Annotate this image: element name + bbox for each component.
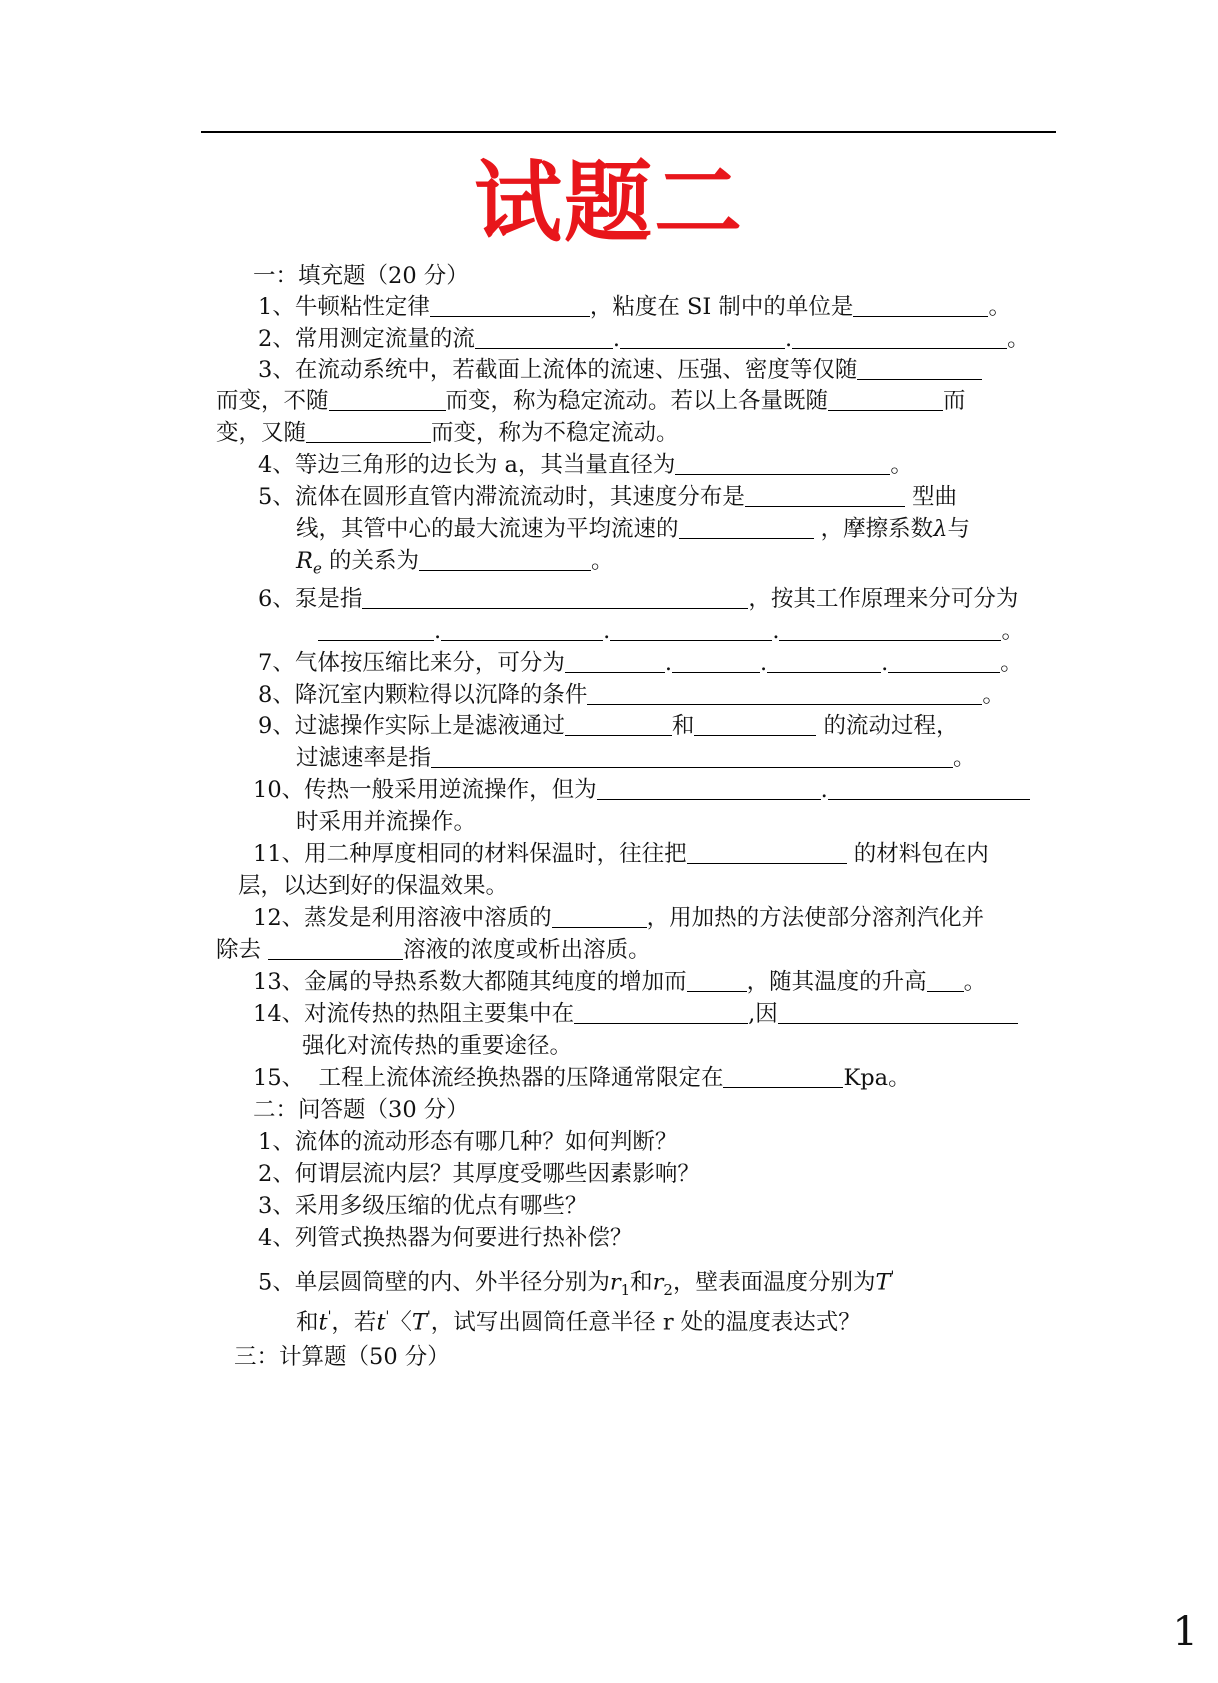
question-9-line-2: 过滤速率是指 。 <box>296 745 976 771</box>
question-5-line-2: 线，其管中心的最大流速为平均流速的 ，摩擦系数λ与 <box>296 516 970 542</box>
question-7: 7、气体按压缩比来分，可分为 . . . 。 <box>258 650 1023 676</box>
question-3-line-2: 而变，不随 而变，称为稳定流动。若以上各量既随 而 <box>216 388 966 414</box>
blank[interactable] <box>853 294 988 317</box>
blank[interactable] <box>857 357 982 380</box>
blank[interactable] <box>268 937 403 960</box>
question-11-line-1: 11、用二种厚度相同的材料保温时，往往把 的材料包在内 <box>253 841 989 867</box>
blank[interactable] <box>430 294 590 317</box>
blank[interactable] <box>318 618 434 641</box>
question-2: 2、常用测定流量的流 . . 。 <box>258 326 1030 352</box>
blank[interactable] <box>597 777 821 800</box>
qa-question-1: 1、流体的流动形态有哪几种？如何判断？ <box>258 1129 678 1155</box>
question-9-line-1: 9、过滤操作实际上是滤液通过 和 的流动过程， <box>258 713 959 739</box>
page-number: 1 <box>1172 1609 1198 1655</box>
question-11-line-2: 层，以达到好的保温效果。 <box>238 873 509 899</box>
question-3-line-3: 变，又随 而变，称为不稳定流动。 <box>216 420 679 446</box>
question-6-line-2: . . . 。 <box>318 616 1024 646</box>
blank[interactable] <box>329 388 446 411</box>
blank[interactable] <box>552 905 647 928</box>
question-13: 13、金属的导热系数大都随其纯度的增加而 ，随其温度的升高 。 <box>253 969 987 995</box>
blank[interactable] <box>828 388 943 411</box>
blank[interactable] <box>687 969 747 992</box>
blank[interactable] <box>679 516 814 539</box>
question-14-line-2: 强化对流传热的重要途径。 <box>302 1033 573 1059</box>
blank[interactable] <box>792 326 1007 349</box>
blank[interactable] <box>419 548 591 571</box>
blank[interactable] <box>574 1001 748 1024</box>
blank[interactable] <box>610 618 772 641</box>
blank[interactable] <box>779 618 1001 641</box>
blank[interactable] <box>927 969 964 992</box>
qa-question-3: 3、采用多级压缩的优点有哪些？ <box>258 1193 588 1219</box>
blank[interactable] <box>587 682 982 705</box>
top-rule <box>201 131 1056 133</box>
question-5-line-1: 5、流体在圆形直管内滞流流动时，其速度分布是 型曲 <box>258 484 957 510</box>
question-10-line-2: 时采用并流操作。 <box>296 809 477 835</box>
question-12-line-1: 12、蒸发是利用溶液中溶质的 ，用加热的方法使部分溶剂汽化并 <box>253 905 985 931</box>
qa-question-4: 4、列管式换热器为何要进行热补偿？ <box>258 1225 633 1251</box>
question-1: 1、牛顿粘性定律 ，粘度在 SI 制中的单位是 。 <box>258 294 1011 320</box>
blank[interactable] <box>767 650 881 673</box>
blank[interactable] <box>687 841 847 864</box>
qa-question-2: 2、何谓层流内层？其厚度受哪些因素影响？ <box>258 1161 700 1187</box>
blank[interactable] <box>672 650 760 673</box>
question-5-line-3: $R_e$ 的关系为 。 <box>296 548 614 578</box>
section-heading-qa: 二：问答题（30 分） <box>253 1097 469 1123</box>
blank[interactable] <box>431 745 953 768</box>
question-10-line-1: 10、传热一般采用逆流操作，但为 . <box>253 775 1030 805</box>
blank[interactable] <box>441 618 603 641</box>
blank[interactable] <box>306 420 431 443</box>
question-15: 15、 工程上流体流经换热器的压降通常限定在 Kpa。 <box>253 1065 911 1091</box>
blank[interactable] <box>745 484 905 507</box>
page-title: 试题二 <box>473 150 744 254</box>
blank[interactable] <box>565 713 672 736</box>
qa-question-5-line-1: 5、单层圆筒壁的内、外半径分别为$r_1$和$r_2$，壁表面温度分别为T' <box>258 1269 895 1299</box>
blank[interactable] <box>723 1065 843 1088</box>
question-3-line-1: 3、在流动系统中，若截面上流体的流速、压强、密度等仅随 <box>258 355 982 385</box>
qa-question-5-line-2: 和t'，若t'〈T'，试写出圆筒任意半径 r 处的温度表达式？ <box>296 1309 861 1336</box>
blank[interactable] <box>620 326 785 349</box>
section-heading-calc: 三：计算题（50 分） <box>234 1344 450 1370</box>
blank[interactable] <box>475 326 613 349</box>
blank[interactable] <box>362 586 748 609</box>
blank[interactable] <box>778 1001 1018 1024</box>
blank[interactable] <box>565 650 665 673</box>
question-4: 4、等边三角形的边长为 a，其当量直径为 。 <box>258 452 913 478</box>
question-6-line-1: 6、泵是指 ，按其工作原理来分可分为 <box>258 586 1019 612</box>
question-14-line-1: 14、对流传热的热阻主要集中在 ,因 <box>253 999 1018 1029</box>
blank[interactable] <box>694 713 816 736</box>
question-8: 8、降沉室内颗粒得以沉降的条件 。 <box>258 682 1005 708</box>
section-heading-fill-in: 一：填充题（20 分） <box>253 263 469 289</box>
question-12-line-2: 除去 溶液的浓度或析出溶质。 <box>216 937 651 963</box>
blank[interactable] <box>675 452 890 475</box>
blank[interactable] <box>828 777 1030 800</box>
blank[interactable] <box>888 650 1000 673</box>
